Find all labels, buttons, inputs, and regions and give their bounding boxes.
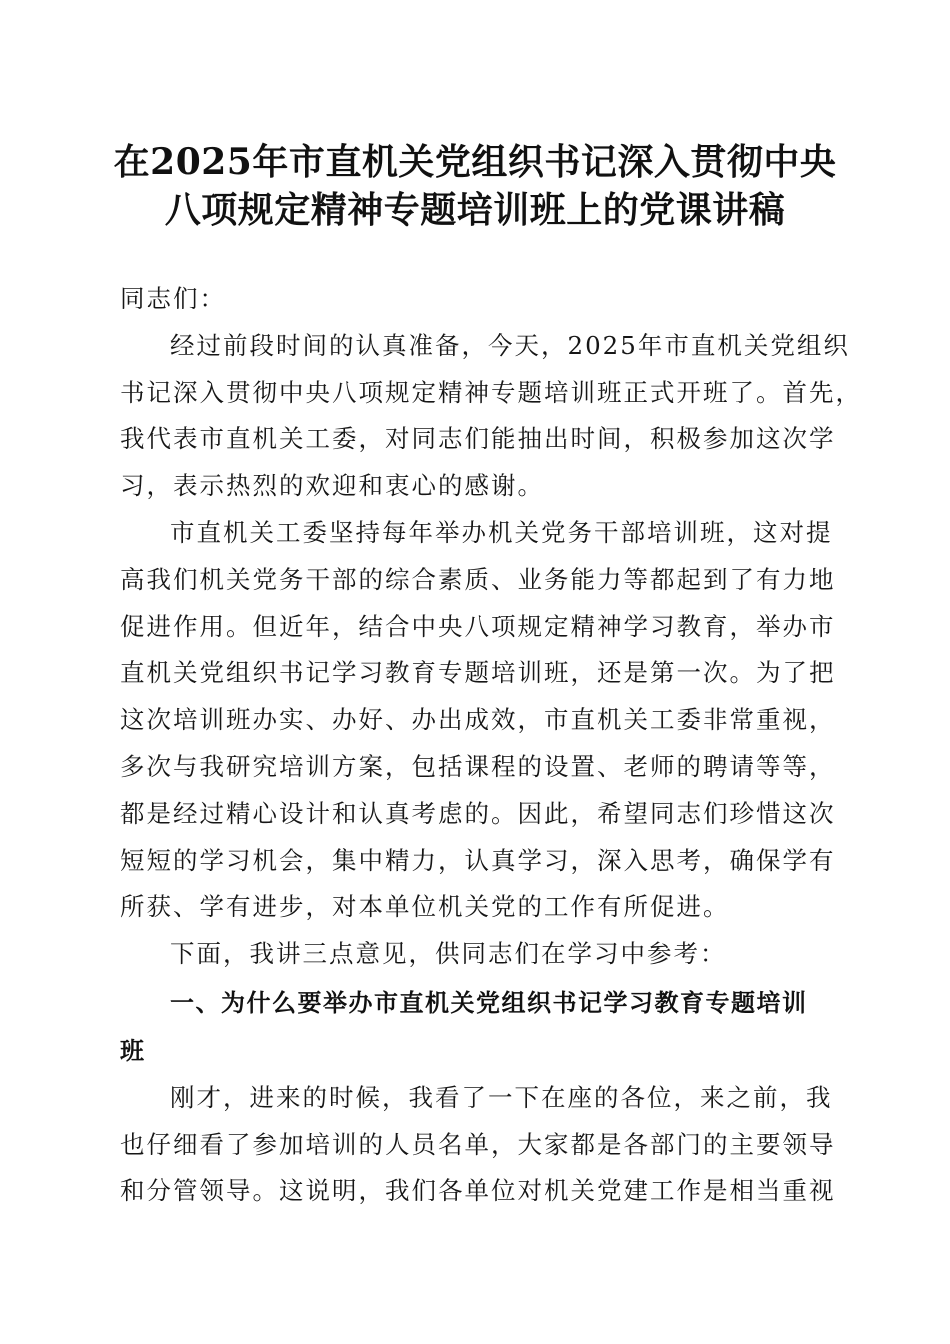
paragraph-line: 也仔细看了参加培训的人员名单，大家都是各部门的主要领导 [120, 1129, 836, 1159]
paragraph-line: 下面，我讲三点意见，供同志们在学习中参考： [170, 939, 727, 969]
heading-line: 班 [120, 1036, 146, 1065]
paragraph-line: 短短的学习机会，集中精力，认真学习，深入思考，确保学有 [120, 845, 836, 875]
paragraph-line: 刚才，进来的时候，我看了一下在座的各位，来之前，我 [170, 1082, 833, 1112]
paragraph-line: 所获、学有进步，对本单位机关党的工作有所促进。 [120, 892, 730, 922]
paragraph-line: 促进作用。但近年，结合中央八项规定精神学习教育，举办市 [120, 611, 836, 641]
document-title [100, 138, 850, 234]
paragraph-line: 这次培训班办实、办好、办出成效，市直机关工委非常重视， [120, 705, 836, 735]
section-heading-1 [120, 978, 828, 1075]
paragraph-line: 书记深入贯彻中央八项规定精神专题培训班正式开班了。首先， [120, 377, 862, 407]
title-line-2: 八项规定精神专题培训班上的党课讲稿 [164, 189, 786, 231]
paragraph-3 [120, 931, 828, 978]
salutation: 同志们： [120, 284, 226, 313]
paragraph-line: 和分管领导。这说明，我们各单位对机关党建工作是相当重视 [120, 1176, 836, 1206]
paragraph-line: 习，表示热烈的欢迎和衷心的感谢。 [120, 471, 544, 501]
paragraph-line: 高我们机关党务干部的综合素质、业务能力等都起到了有力地 [120, 564, 836, 594]
paragraph-line: 直机关党组织书记学习教育专题培训班，还是第一次。为了把 [120, 658, 836, 688]
paragraph-line: 多次与我研究培训方案，包括课程的设置、老师的聘请等等， [120, 751, 836, 781]
paragraph-1 [120, 323, 862, 510]
paragraph-line: 经过前段时间的认真准备，今天，2025年市直机关党组织 [170, 330, 850, 360]
title-line-1: 在2025年市直机关党组织书记深入贯彻中央 [113, 141, 837, 183]
heading-line: 一、为什么要举办市直机关党组织书记学习教育专题培训 [170, 988, 808, 1017]
paragraph-4 [120, 1075, 836, 1215]
document-body [120, 276, 862, 1215]
paragraph-2 [120, 510, 836, 931]
paragraph-line: 都是经过精心设计和认真考虑的。因此，希望同志们珍惜这次 [120, 798, 836, 828]
paragraph-line: 市直机关工委坚持每年举办机关党务干部培训班，这对提 [170, 517, 833, 547]
paragraph-line: 我代表市直机关工委，对同志们能抽出时间，积极参加这次学 [120, 424, 836, 454]
